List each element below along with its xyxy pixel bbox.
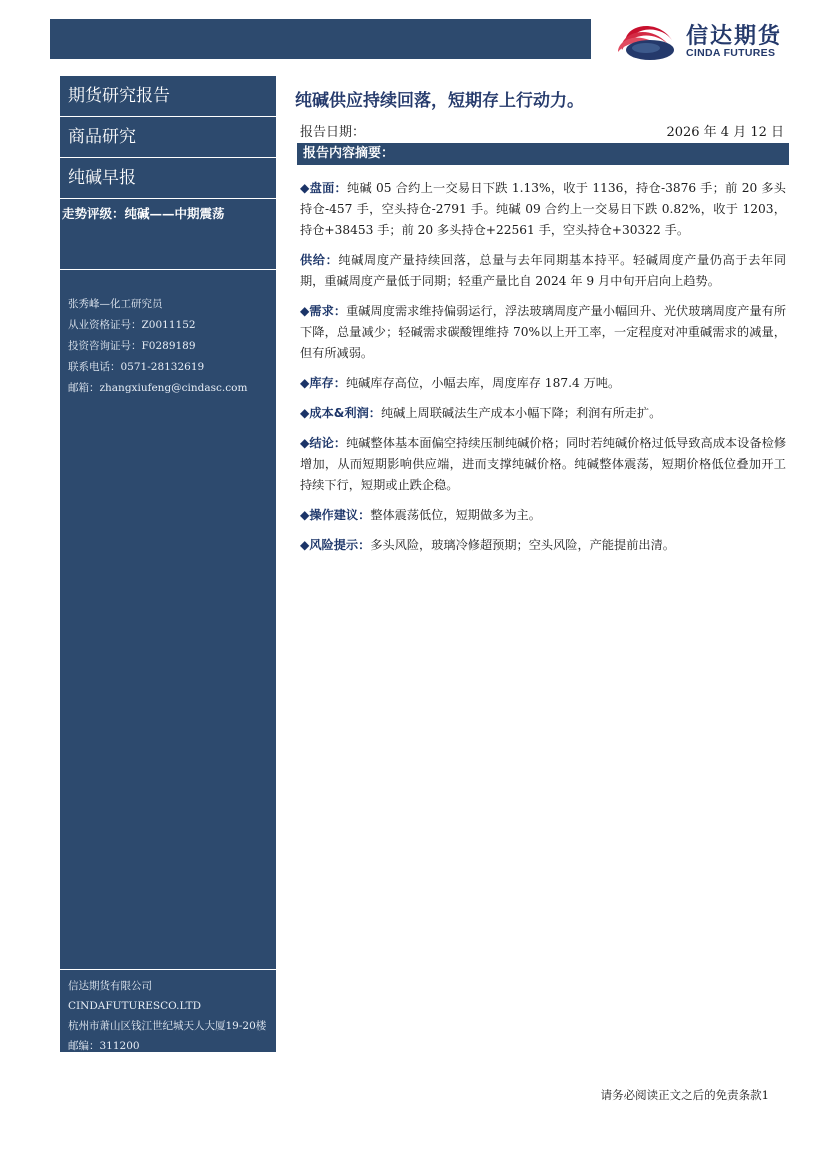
paragraph-operation-advice: [300, 505, 786, 526]
disclaimer-footer: 请务必阅读正文之后的免责条款1: [600, 1088, 769, 1102]
analyst-info: [68, 294, 247, 399]
paragraph-text: 纯碱周度产量持续回落，总量与去年同期基本持平。轻碱周度产量仍高于去年同期，重碱周度产量低于同期；轻重产量比自 2024 年 9 月中旬开启向上趋势。: [300, 253, 787, 288]
report-date-label: 报告日期：: [300, 125, 366, 140]
analyst-phone: 联系电话：0571-28132619: [68, 361, 205, 373]
company-name-cn: 信达期货有限公司: [68, 980, 152, 992]
cinda-logo: [612, 16, 812, 64]
paragraph-label: ◆需求：: [300, 304, 347, 318]
company-name-en: CINDAFUTURESCO.LTD: [68, 1000, 202, 1012]
logo-text-en: CINDA FUTURES: [686, 47, 776, 59]
paragraph-market: [300, 178, 786, 241]
paragraph-label: ◆成本&利润：: [300, 406, 381, 420]
paragraph-inventory: [300, 373, 786, 394]
summary-header: 报告内容摘要：: [297, 143, 789, 165]
paragraph-label: ◆盘面：: [300, 181, 347, 195]
paragraph-label: ◆操作建议：: [300, 508, 371, 522]
paragraph-cost-profit: [300, 403, 786, 424]
paragraph-text: 纯碱库存高位，小幅去库，周度库存 187.4 万吨。: [345, 376, 621, 390]
paragraph-supply: [300, 250, 786, 292]
paragraph-text: 纯碱上周联碱法生产成本小幅下降；利润有所走扩。: [380, 406, 662, 420]
logo-text-cn: 信达期货: [686, 24, 783, 49]
paragraph-label: ◆结论：: [300, 436, 347, 450]
paragraph-label: ◆风险提示：: [300, 538, 371, 552]
company-info: [60, 969, 276, 1056]
summary-content: [300, 178, 786, 565]
paragraph-text: 整体震荡低位，短期做多为主。: [370, 508, 541, 522]
paragraph-demand: [300, 301, 786, 364]
analyst-consulting-cert: 投资咨询证号：F0289189: [68, 340, 196, 352]
report-date-value: 2026 年 4 月 12 日: [666, 125, 784, 140]
cinda-logo-icon: [612, 16, 678, 62]
paragraph-text: 多头风险，玻璃冷修超预期；空头风险，产能提前出清。: [370, 538, 675, 552]
trend-rating: 走势评级：纯碱——中期震荡: [62, 206, 225, 221]
report-date-row: [300, 121, 788, 141]
analyst-qualification: 从业资格证号：Z0011152: [68, 319, 196, 331]
sidebar-tab-commodity-research: 商品研究: [60, 117, 276, 158]
paragraph-text: 纯碱 05 合约上一交易日下跌 1.13%，收于 1136，持仓-3876 手；前 20 多头持仓-457 手，空头持仓-2791 手。纯碱 09 合约上一交易日下跌 0.82%，收于 1203，持仓+38453 手；前 20 多头持仓+22561 手，空头持仓+30322 手。: [300, 181, 786, 237]
paragraph-risk-warning: [300, 535, 786, 556]
company-address: 杭州市萧山区钱江世纪城天人大厦19-20楼: [68, 1020, 267, 1032]
sidebar-divider: [60, 269, 276, 270]
sidebar: [60, 76, 276, 1052]
paragraph-label: ◆库存：: [300, 376, 346, 390]
paragraph-conclusion: [300, 433, 786, 496]
analyst-name: 张秀峰—化工研究员: [68, 298, 163, 310]
analyst-email: 邮箱：zhangxiufeng@cindasc.com: [68, 382, 248, 394]
sidebar-tab-soda-ash-morning: 纯碱早报: [60, 158, 276, 199]
report-title: 纯碱供应持续回落，短期存上行动力。: [295, 91, 584, 111]
top-banner: [50, 19, 591, 59]
paragraph-text: 纯碱整体基本面偏空持续压制纯碱价格；同时若纯碱价格过低导致高成本设备检修增加，从而短期影响供应端，进而支撑纯碱价格。纯碱整体震荡，短期价格低位叠加开工持续下行，短期或止跌企稳。: [300, 436, 787, 492]
company-postcode: 邮编：311200: [68, 1040, 140, 1052]
sidebar-tab-research-report: 期货研究报告: [60, 76, 276, 117]
paragraph-text: 重碱周度需求维持偏弱运行，浮法玻璃周度产量小幅回升、光伏玻璃周度产量有所下降，总量减少；轻碱需求碳酸锂维持 70%以上开工率，一定程度对冲重碱需求的减量，但有所减弱。: [300, 304, 787, 360]
paragraph-label: 供给：: [300, 253, 339, 267]
